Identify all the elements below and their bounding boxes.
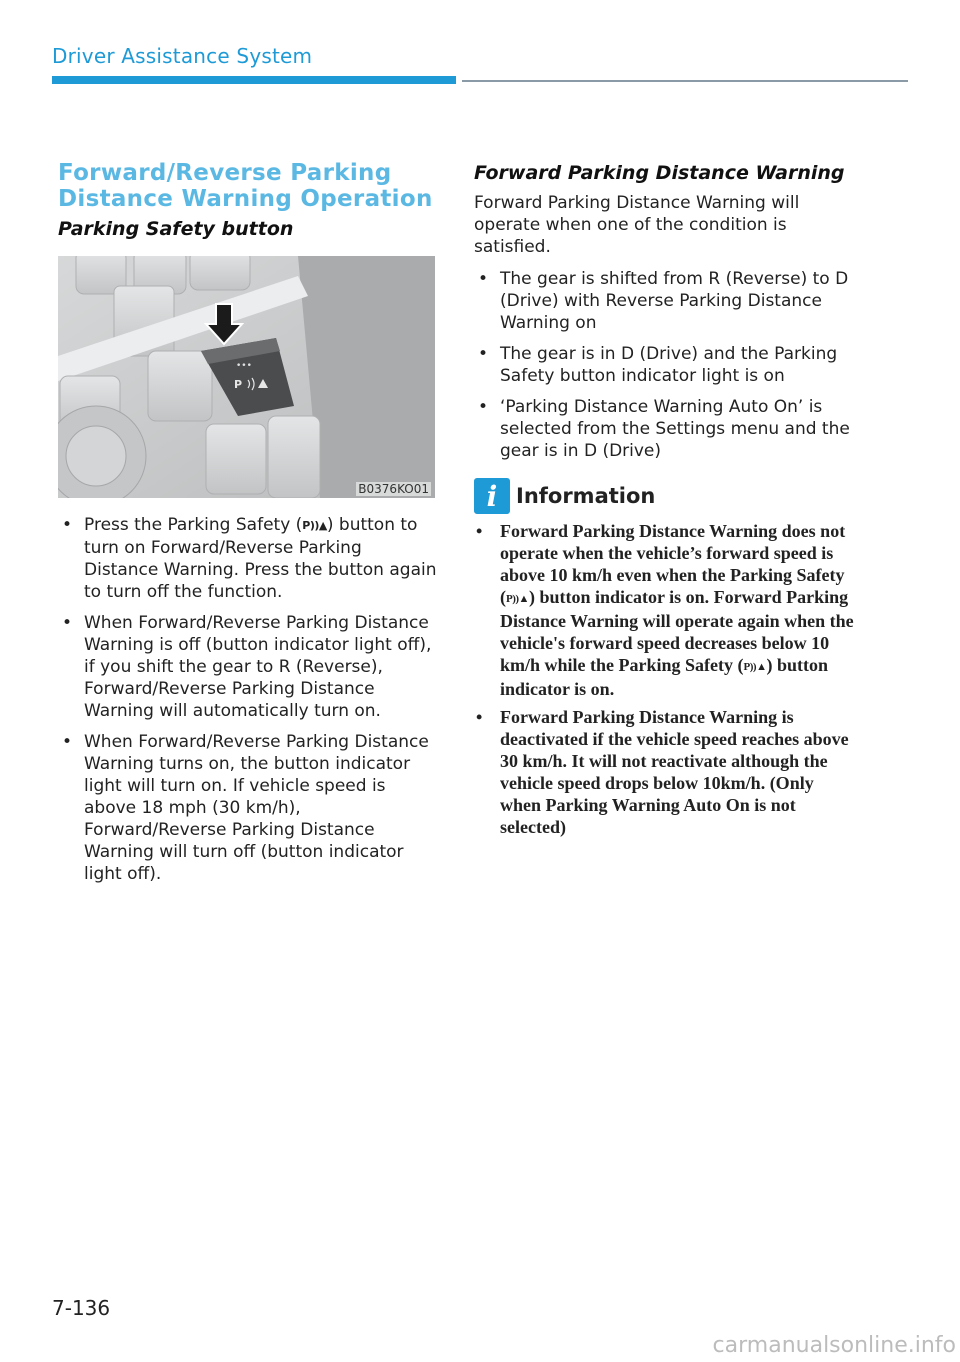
info-icon: i	[474, 478, 510, 514]
parking-safety-icon: P))▲	[302, 519, 327, 532]
list-item: • The gear is in D (Drive) and the Parking Safety button indicator light is on	[474, 343, 854, 387]
intro-paragraph: Forward Parking Distance Warning will operate when one of the condition is satisfied.	[474, 193, 800, 257]
section-heading	[58, 160, 438, 212]
header-rule	[462, 80, 908, 82]
left-bullet-list	[58, 514, 438, 885]
header-title: Driver Assistance System	[52, 44, 313, 68]
information-title: Information	[516, 484, 656, 508]
right-column	[474, 160, 854, 844]
right-bullet-list	[474, 268, 854, 462]
watermark: carmanualsonline.info	[712, 1333, 956, 1358]
console-illustration	[58, 256, 435, 498]
svg-text:•••: •••	[236, 361, 252, 371]
list-item: • When Forward/Reverse Parking Distance Warning turns on, the button indicator light will turn on. If vehicle speed is above 18 mph (30 km/h), Forward/Reverse Parking Distance Warning will turn off (button indicator light off).	[58, 731, 438, 885]
list-item: • Press the Parking Safety (P))▲) button to turn on Forward/Reverse Parking Distance Warning. Press the button again to turn off the function.	[58, 514, 438, 603]
list-item: • ‘Parking Distance Warning Auto On’ is selected from the Settings menu and the gear is in D (Drive)	[474, 396, 854, 462]
list-item: • Forward Parking Distance Warning does not operate when the vehicle’s forward speed is above 10 km/h even when the Parking Safety (P))▲) button indicator is on. Forward Parking Distance Warning will operate again when the vehicle's forward speed decreases below 10 km/h while the Parking Safety (P))▲) button indicator is on.	[474, 520, 854, 700]
sub-heading: Parking Safety button	[58, 218, 294, 240]
parking-safety-icon: P))▲	[506, 593, 529, 605]
svg-text:P: P	[234, 378, 243, 391]
left-column	[58, 160, 438, 894]
header-bar	[52, 76, 456, 84]
figure-code: B0376KO01	[358, 482, 429, 496]
page-number: 7-136	[52, 1296, 111, 1320]
list-item: • The gear is shifted from R (Reverse) to D (Drive) with Reverse Parking Distance Warning on	[474, 268, 854, 334]
information-list	[474, 520, 854, 838]
list-item: • Forward Parking Distance Warning is deactivated if the vehicle speed reaches above 30 km/h. It will not reactivate although the vehicle speed drops below 10km/h. (Only when Parking Warning Auto On is not selected)	[474, 706, 854, 838]
section-heading-line2: Distance Warning Operation	[58, 186, 433, 212]
parking-safety-button-figure	[58, 256, 435, 498]
forward-parking-heading: Forward Parking Distance Warning	[474, 162, 845, 184]
information-box	[474, 478, 854, 838]
information-header	[474, 478, 854, 514]
section-heading-line1: Forward/Reverse Parking	[58, 160, 392, 186]
list-item: • When Forward/Reverse Parking Distance Warning is off (button indicator light off), if you shift the gear to R (Reverse), Forward/Reverse Parking Distance Warning will automatically turn on.	[58, 612, 438, 722]
parking-safety-icon: P))▲	[743, 661, 767, 673]
